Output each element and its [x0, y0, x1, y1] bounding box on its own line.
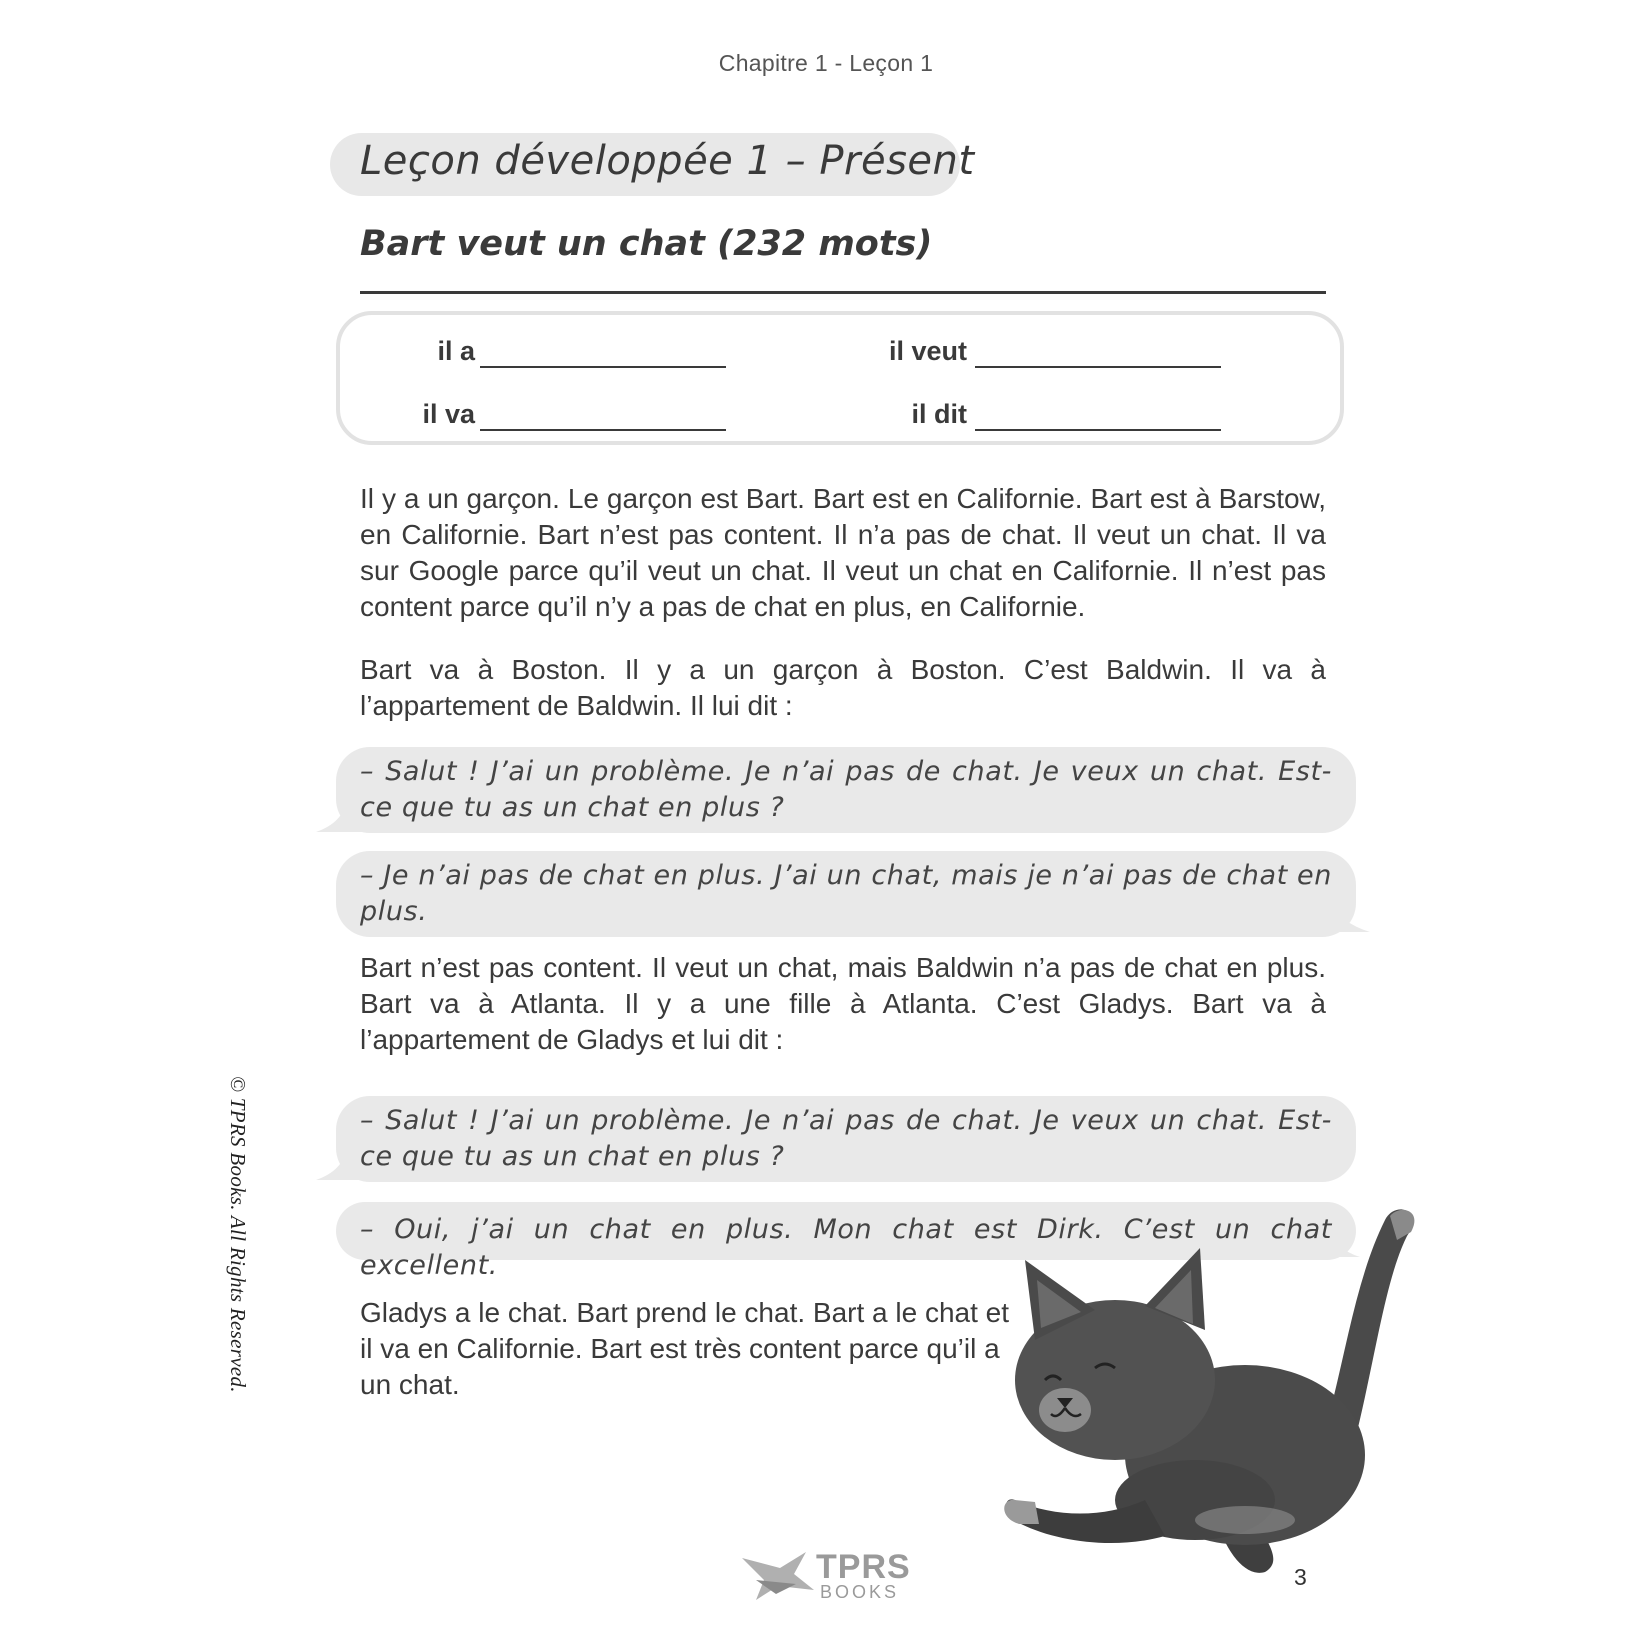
dialogue-line-1: – Salut ! J’ai un problème. Je n’ai pas de chat. Je veux un chat. Est-ce que tu as un chat en plus ?: [360, 756, 1332, 823]
story-paragraph-3: Bart n’est pas content. Il veut un chat, mais Baldwin n’a pas de chat en plus. Bart va à Atlanta. Il y a une fille à Atlanta. C’est Gladys. Bart va à l’appartement de Gladys et lui dit :: [360, 952, 1326, 1055]
story-paragraph-4: Gladys a le chat. Bart prend le chat. Bart a le chat et il va en Californie. Bart est très content parce qu’il a un chat.: [360, 1297, 1010, 1400]
page-number: 3: [1294, 1564, 1307, 1590]
dialogue-line-4: – Oui, j’ai un chat en plus. Mon chat est Dirk. C’est un chat excellent.: [360, 1214, 1332, 1281]
story-paragraph-2: Bart va à Boston. Il y a un garçon à Boston. C’est Baldwin. Il va à l’appartement de Baldwin. Il lui dit :: [360, 654, 1326, 721]
title-divider: [360, 291, 1326, 294]
logo-star-icon: [736, 1550, 816, 1600]
vocab-label-il-dit: il dit: [911, 399, 967, 429]
vocab-blank-il-a[interactable]: [480, 366, 726, 368]
lesson-title: Leçon développée 1 – Présent: [360, 138, 975, 184]
vocab-blank-il-dit[interactable]: [975, 429, 1221, 431]
logo-wordmark: TPRS: [816, 1548, 911, 1586]
vocab-label-il-veut: il veut: [888, 336, 967, 366]
copyright-notice: © TPRS Books. All Rights Reserved.: [226, 1076, 250, 1393]
vocab-label-il-va: il va: [422, 399, 475, 429]
logo-subtext: BOOKS: [820, 1582, 900, 1602]
vocab-blank-il-va[interactable]: [480, 429, 726, 431]
running-head: Chapitre 1 - Leçon 1: [718, 50, 934, 76]
dialogue-line-3: – Salut ! J’ai un problème. Je n’ai pas de chat. Je veux un chat. Est-ce que tu as un chat en plus ?: [360, 1105, 1332, 1172]
story-title: Bart veut un chat (232 mots): [360, 224, 933, 264]
speech-bubble: [336, 1096, 1356, 1182]
dialogue-line-2: – Je n’ai pas de chat en plus. J’ai un chat, mais je n’ai pas de chat en plus.: [360, 860, 1332, 927]
speech-bubble: [336, 851, 1356, 937]
vocab-blank-il-veut[interactable]: [975, 366, 1221, 368]
cat-illustration: [995, 1200, 1415, 1580]
vocab-label-il-a: il a: [437, 336, 475, 366]
speech-bubble: [336, 747, 1356, 833]
story-paragraph-1: Il y a un garçon. Le garçon est Bart. Bart est en Californie. Bart est à Barstow, en Californie. Bart n’est pas content. Il n’a pas de chat. Il veut un chat. Il va sur Google parce qu’il veut un chat. Il veut un chat en Californie. Il n’est pas content parce qu’il n’y a pas de chat en plus, en Californie.: [360, 483, 1326, 622]
